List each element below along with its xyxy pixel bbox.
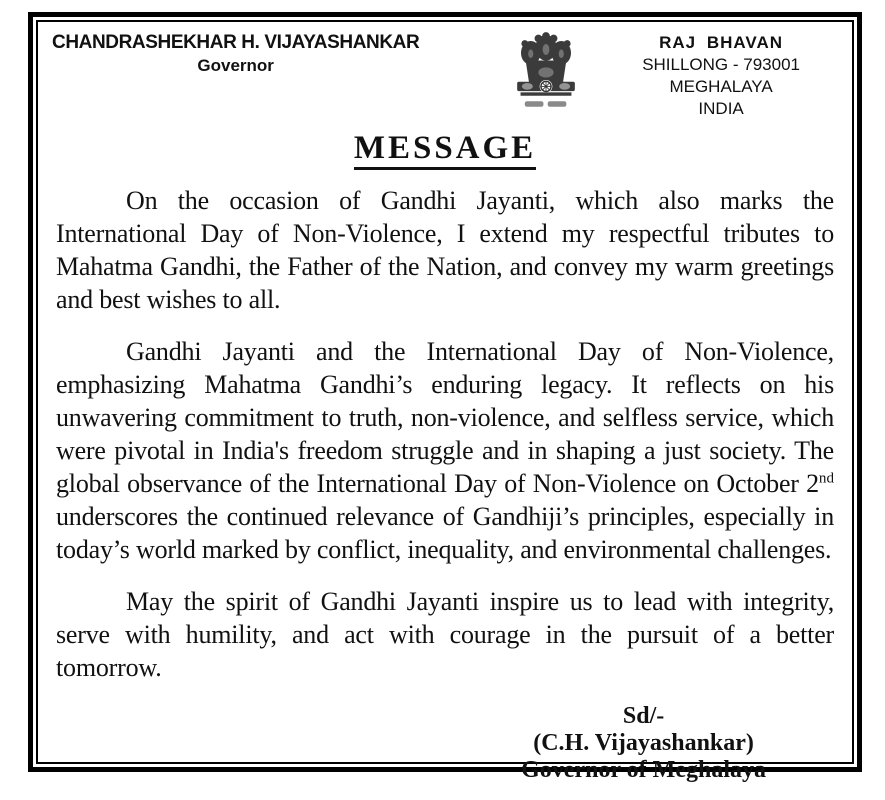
signature-name: (C.H. Vijayashankar) xyxy=(533,730,754,757)
office-state: MEGHALAYA xyxy=(669,77,773,96)
letterhead xyxy=(52,28,838,130)
document-title: MESSAGE xyxy=(354,130,536,170)
paragraph-1: On the occasion of Gandhi Jayanti, which also marks the International Day of Non-Violence, I extend my respectful tributes to Mahatma Gandhi, the Father of the Nation, and convey my warm greetings and best wishes to all. xyxy=(56,186,834,315)
message-document xyxy=(28,12,862,784)
office-name: RAJ BHAVAN xyxy=(659,33,784,52)
signature-designation: Governor of Meghalaya xyxy=(521,757,766,784)
title-row xyxy=(52,130,838,170)
message-body xyxy=(52,184,838,684)
paragraph-2-continued: underscores the continued relevance of Gandhiji’s principles, especially in today’s world marked by conflict, inequality, and environmental challenges. xyxy=(56,502,834,565)
signature-block xyxy=(521,703,766,784)
ordinal-superscript: nd xyxy=(818,470,834,487)
document-inner-frame xyxy=(36,20,854,784)
officer-name: CHANDRASHEKHAR H. VIJAYASHANKAR xyxy=(52,32,420,53)
office-address-block xyxy=(642,28,800,120)
office-city-pin: SHILLONG - 793001 xyxy=(642,55,800,74)
officer-block xyxy=(52,28,419,76)
state-emblem-of-india-icon xyxy=(507,28,585,130)
signature-sd: Sd/- xyxy=(622,703,665,730)
paragraph-3: May the spirit of Gandhi Jayanti inspire us to lead with integrity, serve with humility, and act with courage in the pursuit of a better tomorrow. xyxy=(56,587,834,683)
paragraph-2 xyxy=(56,335,834,566)
officer-title: Governor xyxy=(197,56,274,75)
office-country: INDIA xyxy=(698,99,744,118)
paragraph-2-text: Gandhi Jayanti and the International Day of Non-Violence, emphasizing Mahatma Gandhi’s enduring legacy. It reflects on his unwavering commitment to truth, non-violence, and selfless service, which were pivotal in India's freedom struggle and in shaping a just society. The global observance of the International Day of Non-Violence on October 2 xyxy=(56,337,834,499)
